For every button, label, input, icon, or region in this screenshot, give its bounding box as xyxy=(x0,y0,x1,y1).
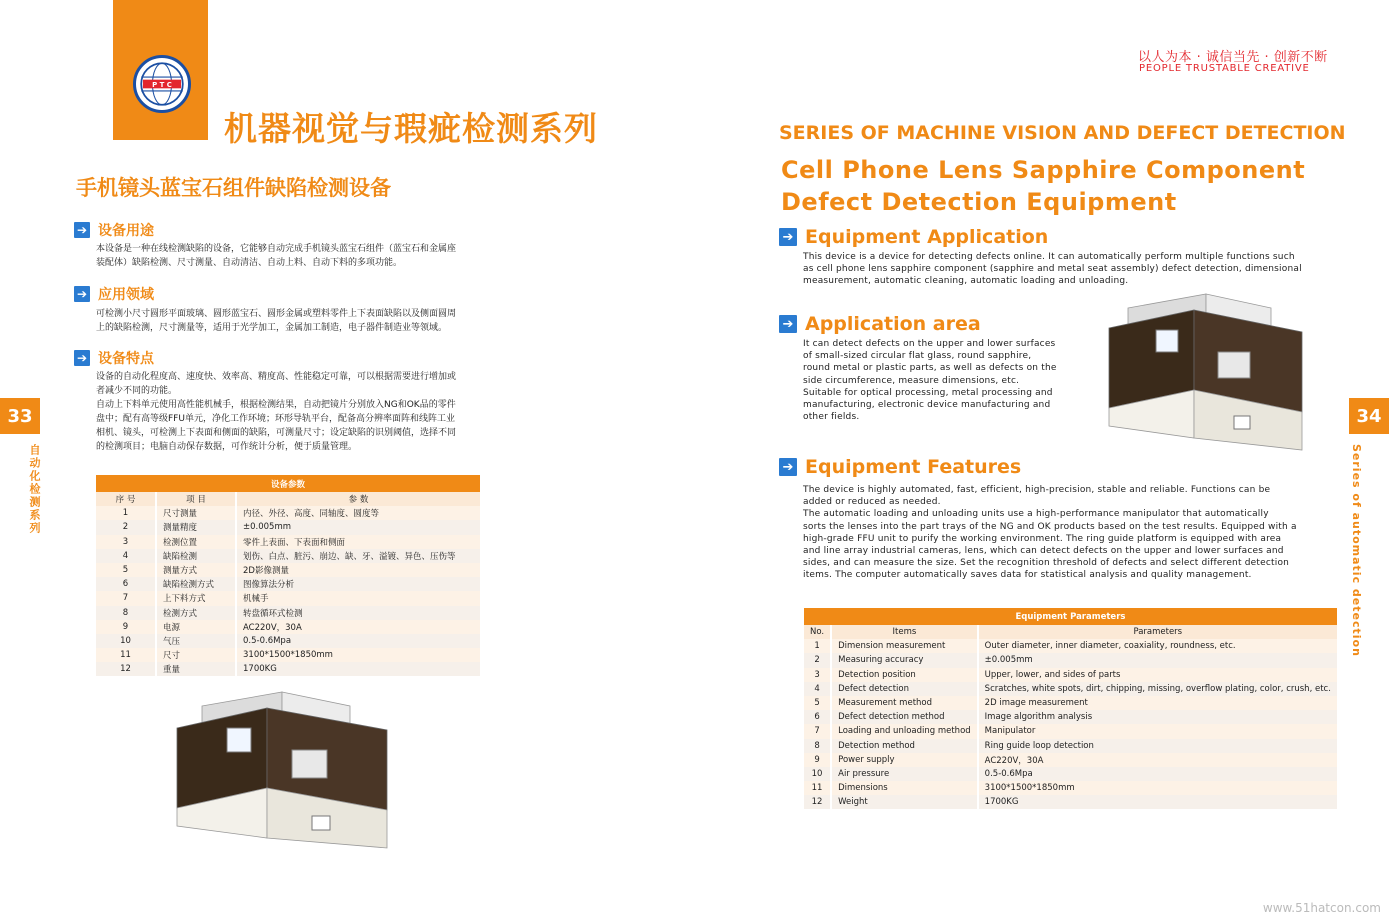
table-row xyxy=(804,781,1337,795)
section-heading-application-area: ➔ Application area xyxy=(779,313,981,335)
table-cell: 8 xyxy=(804,739,831,753)
arrow-right-icon: ➔ xyxy=(74,350,90,366)
table-row xyxy=(96,535,480,549)
section-heading-usage: ➔ 设备用途 xyxy=(74,220,154,240)
table-cell: 转盘循环式检测 xyxy=(236,606,480,620)
table-cell: Dimensions xyxy=(831,781,978,795)
table-row xyxy=(96,620,480,634)
table-caption: Equipment Parameters xyxy=(804,608,1337,625)
table-row xyxy=(804,767,1337,781)
application-area-text: It can detect defects on the upper and lower surfaces of small-sized circular flat glass, round sapphire, round metal or plastic parts, as well as defects on the side circumference, measure dimensions, etc. Suitable for optical processing, metal processing and manufacturing, electronic device manufacturing and other fields. xyxy=(803,339,1057,423)
table-row xyxy=(804,739,1337,753)
table-cell: ±0.005mm xyxy=(236,520,480,534)
table-cell: Dimension measurement xyxy=(831,639,978,653)
table-cell: 零件上表面、下表面和侧面 xyxy=(236,535,480,549)
table-row xyxy=(804,653,1337,667)
table-header: Items xyxy=(831,625,978,639)
table-cell: Scratches, white spots, dirt, chipping, missing, overflow plating, color, crush, etc. xyxy=(978,682,1337,696)
side-label-cn: 自动化检测系列 xyxy=(28,444,41,535)
application-text: 可检测小尺寸圆形平面玻璃、圆形蓝宝石、圆形金属或塑料零件上下表面缺陷以及侧面圆周 上的缺陷检测，尺寸测量等，适用于光学加工，金属加工制造，电子器件制造业等领域。 xyxy=(96,309,457,333)
usage-text: 本设备是一种在线检测缺陷的设备，它能够自动完成手机镜头蓝宝石组件（蓝宝石和金属座 装配体）缺陷检测、尺寸测量、自动清洁、自动上料、自动下料的多项功能。 xyxy=(96,244,457,268)
features-text: 设备的自动化程度高、速度快、效率高、精度高、性能稳定可靠，可以根据需要进行增加或 者减少不同的功能。 自动上下料单元使用高性能机械手，根据检测结果，自动把镜片分别放入NG和OK品的零件 盘中；配有高等级FFU单元，净化工作环境；环形导轨平台，配备高分辨率面阵和线阵工业 相机、镜头，可检测上下表面和侧面的缺陷，可测量尺寸；设定缺陷的识别阈值，选择不同 的检测项目；电脑自动保存数据，可作统计分析，便于质量管理。 xyxy=(96,372,457,452)
table-row xyxy=(96,563,480,577)
table-cell: Detection position xyxy=(831,668,978,682)
side-label-en: Series of automatic detection xyxy=(1350,444,1363,657)
table-row xyxy=(804,753,1337,767)
table-cell: 4 xyxy=(804,682,831,696)
table-cell: Defect detection method xyxy=(831,710,978,724)
table-cell: 尺寸 xyxy=(156,648,236,662)
table-cell: 5 xyxy=(804,696,831,710)
table-cell: Power supply xyxy=(831,753,978,767)
table-cell: 检测位置 xyxy=(156,535,236,549)
table-cell: 7 xyxy=(804,724,831,738)
table-row xyxy=(96,549,480,563)
table-row xyxy=(804,696,1337,710)
section-heading-application: ➔ 应用领域 xyxy=(74,284,154,304)
table-cell: Detection method xyxy=(831,739,978,753)
table-row xyxy=(96,520,480,534)
table-row xyxy=(96,591,480,605)
equipment-features-text: The device is highly automated, fast, efficient, high-precision, stable and reliable. Functions can be added or reduced as needed. The automatic loading and unloading units use a high-performance manipulator that automatically sorts the lenses into the part trays of the NG and OK products based on the test results. Equipped with a high-grade FFU unit to purify the working environment. The ring guide platform is equipped with area and line array industrial cameras, lens, which can detect defects on the upper and lower surfaces and sides, and can measure the size. Set the recognition threshold of defects and select different detection items. The computer automatically saves data for statistical analysis and quality management. xyxy=(803,485,1297,581)
motto-cn: 以人为本 · 诚信当先 · 创新不断 xyxy=(1138,50,1328,65)
machine-image-left xyxy=(172,688,394,856)
table-cell: Loading and unloading method xyxy=(831,724,978,738)
table-cell: 尺寸测量 xyxy=(156,506,236,520)
table-cell: 缺陷检测 xyxy=(156,549,236,563)
table-cell: 2 xyxy=(804,653,831,667)
parameters-table-en xyxy=(804,608,1337,809)
table-row xyxy=(804,724,1337,738)
table-cell: 10 xyxy=(804,767,831,781)
table-cell: 2 xyxy=(96,520,156,534)
table-row xyxy=(804,639,1337,653)
table-cell: Measuring accuracy xyxy=(831,653,978,667)
table-cell: 机械手 xyxy=(236,591,480,605)
table-cell: 电源 xyxy=(156,620,236,634)
table-cell: 2D影像测量 xyxy=(236,563,480,577)
table-cell: 10 xyxy=(96,634,156,648)
product-title-cn: 手机镜头蓝宝石组件缺陷检测设备 xyxy=(76,176,391,200)
ptc-logo xyxy=(133,55,191,113)
table-row xyxy=(96,634,480,648)
table-row xyxy=(804,668,1337,682)
table-cell: 5 xyxy=(96,563,156,577)
table-cell: 9 xyxy=(804,753,831,767)
table-cell: 缺陷检测方式 xyxy=(156,577,236,591)
table-header: 参 数 xyxy=(236,492,480,506)
table-cell: Image algorithm analysis xyxy=(978,710,1337,724)
section-heading-equipment-features: ➔ Equipment Features xyxy=(779,456,1021,478)
page-title-cn: 机器视觉与瑕疵检测系列 xyxy=(224,109,598,148)
table-cell: 0.5-0.6Mpa xyxy=(978,767,1337,781)
table-header: 项 目 xyxy=(156,492,236,506)
table-cell: 1700KG xyxy=(978,795,1337,809)
table-cell: Measurement method xyxy=(831,696,978,710)
table-cell: 4 xyxy=(96,549,156,563)
table-cell: 1700KG xyxy=(236,662,480,676)
section-heading-equipment-application: ➔ Equipment Application xyxy=(779,226,1048,248)
table-cell: 划伤、白点、脏污、崩边、缺、牙、溢镀、异色、压伤等 xyxy=(236,549,480,563)
arrow-right-icon: ➔ xyxy=(779,228,797,246)
table-cell: 12 xyxy=(804,795,831,809)
table-header: No. xyxy=(804,625,831,639)
table-cell: 重量 xyxy=(156,662,236,676)
table-cell: 3 xyxy=(804,668,831,682)
table-row xyxy=(96,606,480,620)
section-heading-features: ➔ 设备特点 xyxy=(74,348,154,368)
product-title-en: Cell Phone Lens Sapphire Component Defect Detection Equipment xyxy=(781,156,1306,216)
table-header: Parameters xyxy=(978,625,1337,639)
table-cell: 6 xyxy=(804,710,831,724)
table-cell: 7 xyxy=(96,591,156,605)
table-row xyxy=(804,710,1337,724)
table-cell: 3 xyxy=(96,535,156,549)
table-cell: Outer diameter, inner diameter, coaxiality, roundness, etc. xyxy=(978,639,1337,653)
table-cell: Air pressure xyxy=(831,767,978,781)
table-cell: AC220V，30A xyxy=(236,620,480,634)
table-cell: 检测方式 xyxy=(156,606,236,620)
table-cell: 测量方式 xyxy=(156,563,236,577)
table-cell: 上下料方式 xyxy=(156,591,236,605)
table-cell: 9 xyxy=(96,620,156,634)
table-cell: 1 xyxy=(96,506,156,520)
table-caption: 设备参数 xyxy=(96,475,480,492)
table-cell: Defect detection xyxy=(831,682,978,696)
table-cell: 测量精度 xyxy=(156,520,236,534)
table-cell: Weight xyxy=(831,795,978,809)
table-row xyxy=(96,577,480,591)
table-cell: AC220V，30A xyxy=(978,753,1337,767)
table-cell: 12 xyxy=(96,662,156,676)
table-row xyxy=(804,682,1337,696)
table-cell: Manipulator xyxy=(978,724,1337,738)
table-cell: Upper, lower, and sides of parts xyxy=(978,668,1337,682)
watermark: www.51hatcon.com xyxy=(1262,901,1381,915)
table-cell: 3100*1500*1850mm xyxy=(978,781,1337,795)
parameters-table-cn xyxy=(96,475,480,676)
table-cell: ±0.005mm xyxy=(978,653,1337,667)
table-cell: Ring guide loop detection xyxy=(978,739,1337,753)
table-cell: 3100*1500*1850mm xyxy=(236,648,480,662)
table-cell: 6 xyxy=(96,577,156,591)
table-cell: 11 xyxy=(804,781,831,795)
arrow-right-icon: ➔ xyxy=(74,222,90,238)
table-cell: 内径、外径、高度、同轴度、圆度等 xyxy=(236,506,480,520)
table-row xyxy=(96,648,480,662)
motto-en: PEOPLE TRUSTABLE CREATIVE xyxy=(1139,63,1310,74)
page-number-tab: 34 xyxy=(1349,398,1389,434)
table-header: 序 号 xyxy=(96,492,156,506)
table-row xyxy=(96,506,480,520)
table-row xyxy=(804,795,1337,809)
table-cell: 11 xyxy=(96,648,156,662)
arrow-right-icon: ➔ xyxy=(779,458,797,476)
svg-text:P T C: P T C xyxy=(152,81,172,90)
table-cell: 0.5-0.6Mpa xyxy=(236,634,480,648)
arrow-right-icon: ➔ xyxy=(779,315,797,333)
table-cell: 气压 xyxy=(156,634,236,648)
series-title-en: SERIES OF MACHINE VISION AND DEFECT DETECTION xyxy=(779,122,1346,144)
page-number-tab: 33 xyxy=(0,398,40,434)
arrow-right-icon: ➔ xyxy=(74,286,90,302)
table-cell: 2D image measurement xyxy=(978,696,1337,710)
table-cell: 8 xyxy=(96,606,156,620)
equipment-application-text: This device is a device for detecting defects online. It can automatically perform multiple functions such as cell phone lens sapphire component (sapphire and metal seat assembly) defect detection, dimensional measurement, automatic cleaning, automatic loading and unloading. xyxy=(803,252,1302,287)
table-cell: 1 xyxy=(804,639,831,653)
machine-image-right xyxy=(1106,292,1306,460)
table-row xyxy=(96,662,480,676)
table-cell: 图像算法分析 xyxy=(236,577,480,591)
